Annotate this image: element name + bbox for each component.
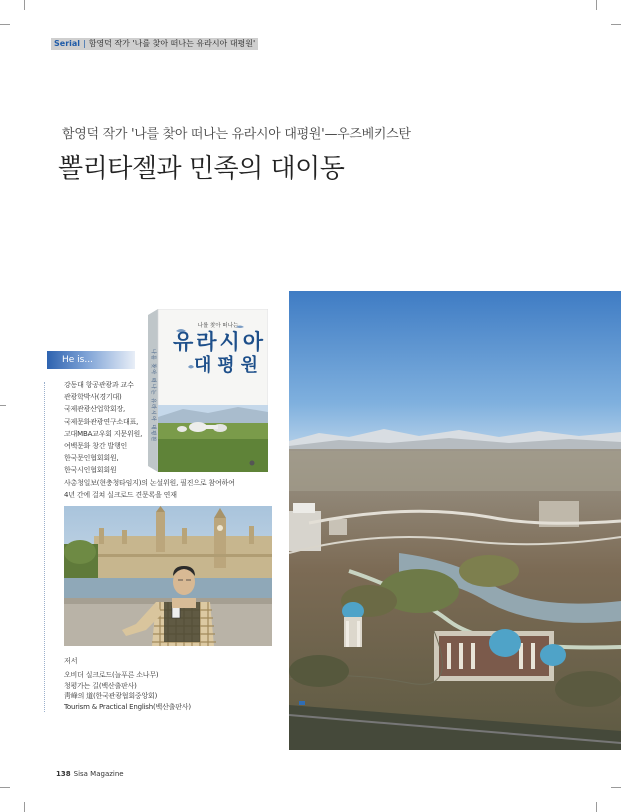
book-spine-text: 나를 찾아 떠나는 유라시아 대평원 xyxy=(150,349,156,441)
works-item: Tourism & Practical English(백산출판사) xyxy=(64,702,191,711)
crop-mark xyxy=(24,0,25,10)
crop-mark xyxy=(596,802,597,812)
works-heading: 저서 xyxy=(64,657,78,665)
bio-line: 한국시인협회회원 xyxy=(64,466,117,475)
bio-line: 국제관광산업학회장, xyxy=(64,405,126,414)
works-list xyxy=(64,670,191,712)
book-title-small: 나를 찾아 떠나는 xyxy=(197,323,239,329)
page-footer xyxy=(56,770,124,778)
bio-line: 관광학박사(경기대) xyxy=(64,393,122,402)
magazine-name: Sisa Magazine xyxy=(73,770,124,778)
crop-mark xyxy=(24,802,25,812)
book-title-line1: 유라시아 xyxy=(173,330,263,354)
works-item: 靑峰의 道(한국관광협회중앙회) xyxy=(64,692,158,700)
bio-line: 강동대 항공관광과 교수 xyxy=(64,381,134,389)
crop-mark xyxy=(596,0,597,10)
serial-title: 함영덕 작가 '나를 찾아 떠나는 유라시아 대평원' xyxy=(88,39,256,48)
serial-label: Serial xyxy=(54,39,81,48)
book-title-line2: 대평원 xyxy=(194,355,258,376)
serial-tag xyxy=(51,38,258,50)
crop-mark xyxy=(611,24,621,25)
crop-mark xyxy=(0,405,6,406)
serial-separator: | xyxy=(83,39,86,48)
crop-mark xyxy=(0,24,10,25)
bio-line: 여백문화 창간 발행인 xyxy=(64,441,128,450)
author-photo xyxy=(64,506,272,646)
dotted-divider xyxy=(44,382,45,712)
bio-line: 고대MBA교우회 지문위원, xyxy=(64,429,143,438)
profile-bio xyxy=(64,379,235,501)
article-title: 뽈리타젤과 민족의 대이동 xyxy=(58,154,345,184)
bio-line: 한국문인협회회원, xyxy=(64,454,119,463)
tashkent-city-photo xyxy=(289,291,621,750)
page-number: 138 xyxy=(56,770,71,778)
works-item: 오비더 실크로드(늘푸른 소나무) xyxy=(64,671,159,679)
bio-line: 4년 간에 걸쳐 실크로드 견문록을 연재 xyxy=(64,490,177,499)
crop-mark xyxy=(611,787,621,788)
works-item: 청평가는 길(백산출판사) xyxy=(64,681,137,690)
profile-heading: He is... xyxy=(62,355,93,365)
crop-mark xyxy=(0,787,10,788)
bio-line: 사총청일보(현충청타임지)의 논설위원, 필진으로 참여하여 xyxy=(64,478,235,487)
article-subtitle: 함영덕 작가 '나를 찾아 떠나는 유라시아 대평원'—우즈베키스탄 xyxy=(62,127,411,142)
bio-line: 국제문화관광연구소대표, xyxy=(64,417,139,426)
